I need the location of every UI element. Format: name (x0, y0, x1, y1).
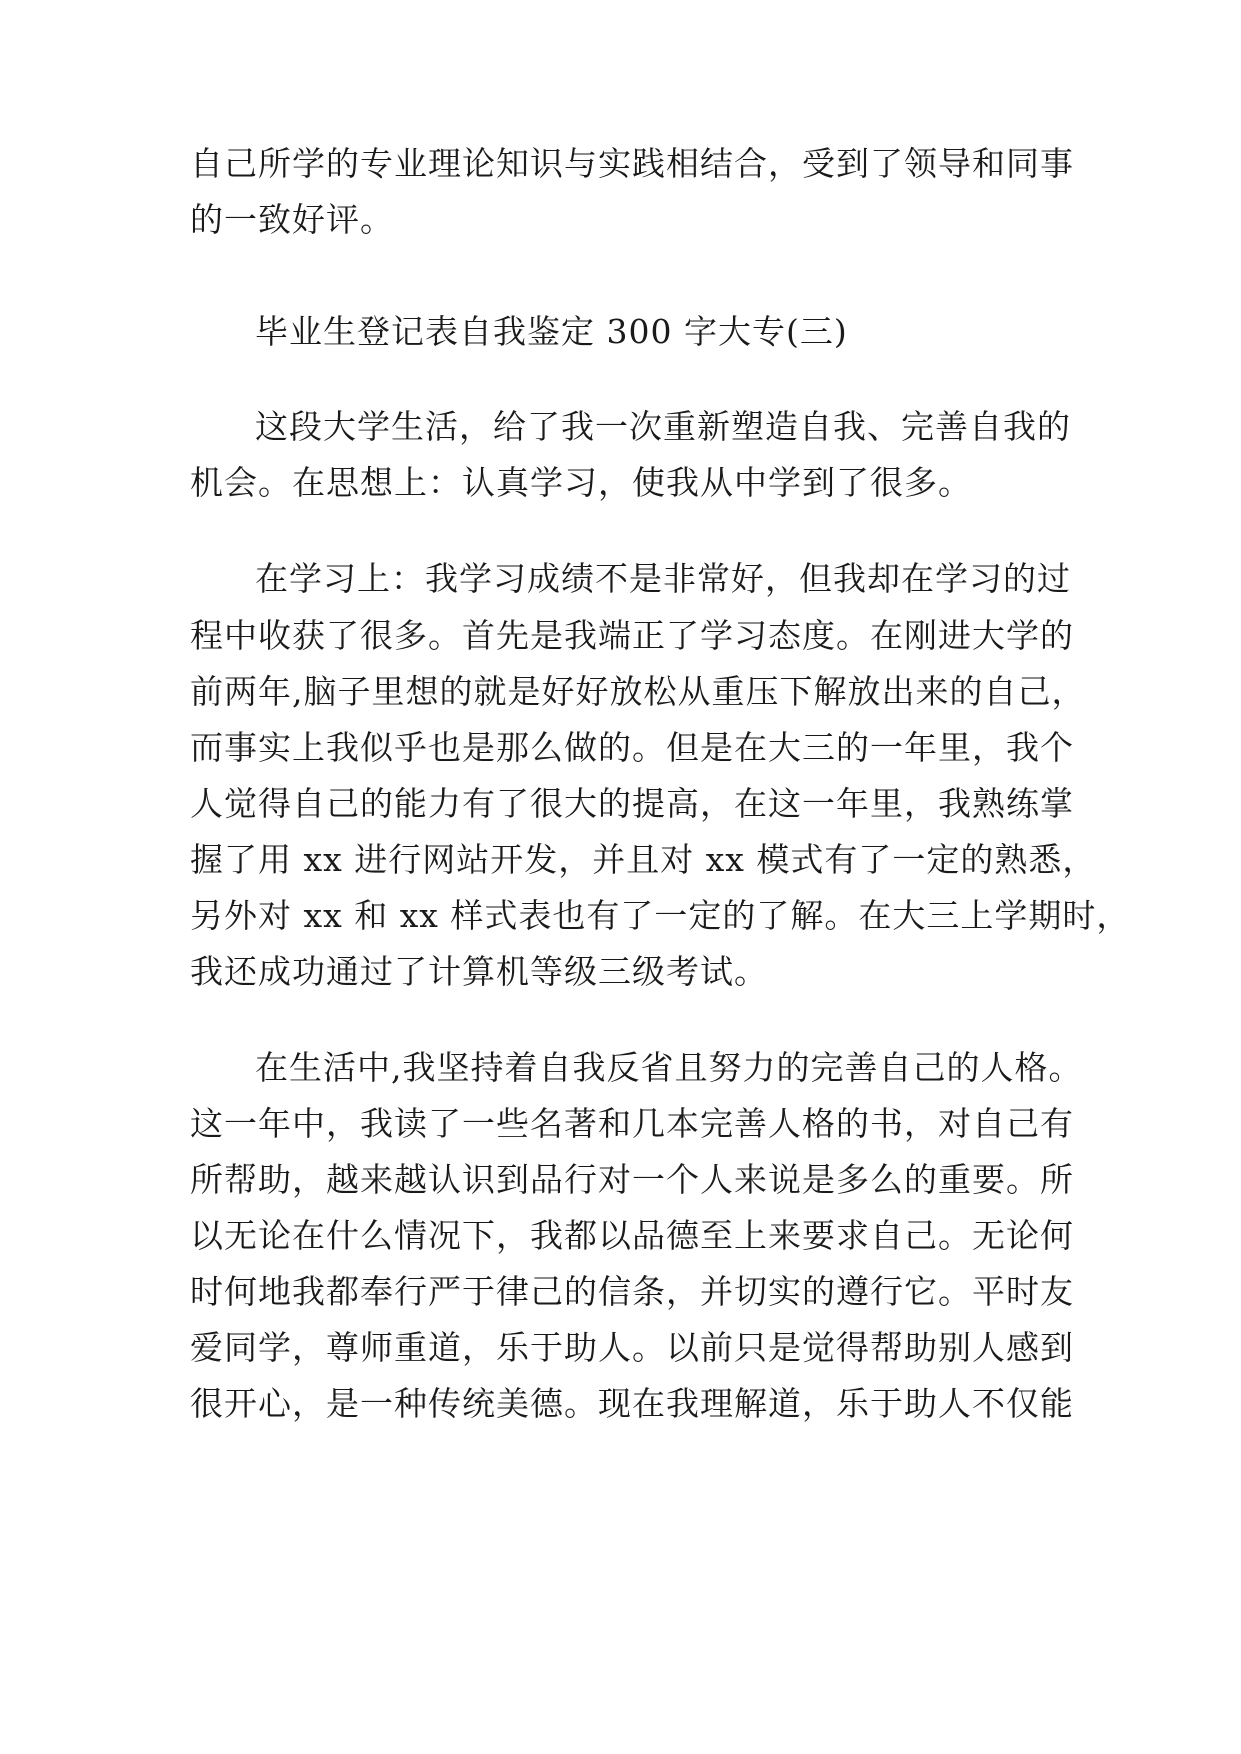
paragraph-line: 另外对 xx 和 xx 样式表也有了一定的了解。在大三上学期时， (190, 896, 1131, 935)
section-heading: 毕业生登记表自我鉴定 300 字大专(三) (255, 312, 848, 351)
paragraph-line: 握了用 xx 进行网站开发，并且对 xx 模式有了一定的熟悉， (190, 840, 1097, 879)
paragraph-line: 而事实上我似乎也是那么做的。但是在大三的一年里，我个 (190, 728, 1074, 767)
paragraph-line: 程中收获了很多。首先是我端正了学习态度。在刚进大学的 (190, 616, 1074, 655)
paragraph-line: 爱同学，尊师重道，乐于助人。以前只是觉得帮助别人感到 (190, 1328, 1074, 1367)
paragraph-line: 时何地我都奉行严于律己的信条，并切实的遵行它。平时友 (190, 1272, 1074, 1311)
paragraph-line: 所帮助，越来越认识到品行对一个人来说是多么的重要。所 (190, 1160, 1074, 1199)
paragraph-line: 我还成功通过了计算机等级三级考试。 (190, 952, 768, 991)
paragraph-line: 这段大学生活，给了我一次重新塑造自我、完善自我的 (255, 407, 1071, 446)
paragraph-line: 的一致好评。 (190, 200, 394, 239)
paragraph-line: 很开心，是一种传统美德。现在我理解道，乐于助人不仅能 (190, 1384, 1074, 1423)
paragraph-line: 自己所学的专业理论知识与实践相结合，受到了领导和同事 (190, 144, 1074, 183)
paragraph-line: 在生活中,我坚持着自我反省且努力的完善自己的人格。 (255, 1048, 1083, 1087)
paragraph-line: 前两年,脑子里想的就是好好放松从重压下解放出来的自己， (190, 672, 1086, 711)
paragraph-line: 机会。在思想上：认真学习，使我从中学到了很多。 (190, 463, 972, 502)
paragraph-line: 以无论在什么情况下，我都以品德至上来要求自己。无论何 (190, 1216, 1074, 1255)
paragraph-line: 人觉得自己的能力有了很大的提高，在这一年里，我熟练掌 (190, 784, 1074, 823)
paragraph-line: 在学习上：我学习成绩不是非常好，但我却在学习的过 (255, 559, 1071, 598)
paragraph-line: 这一年中，我读了一些名著和几本完善人格的书，对自己有 (190, 1104, 1074, 1143)
